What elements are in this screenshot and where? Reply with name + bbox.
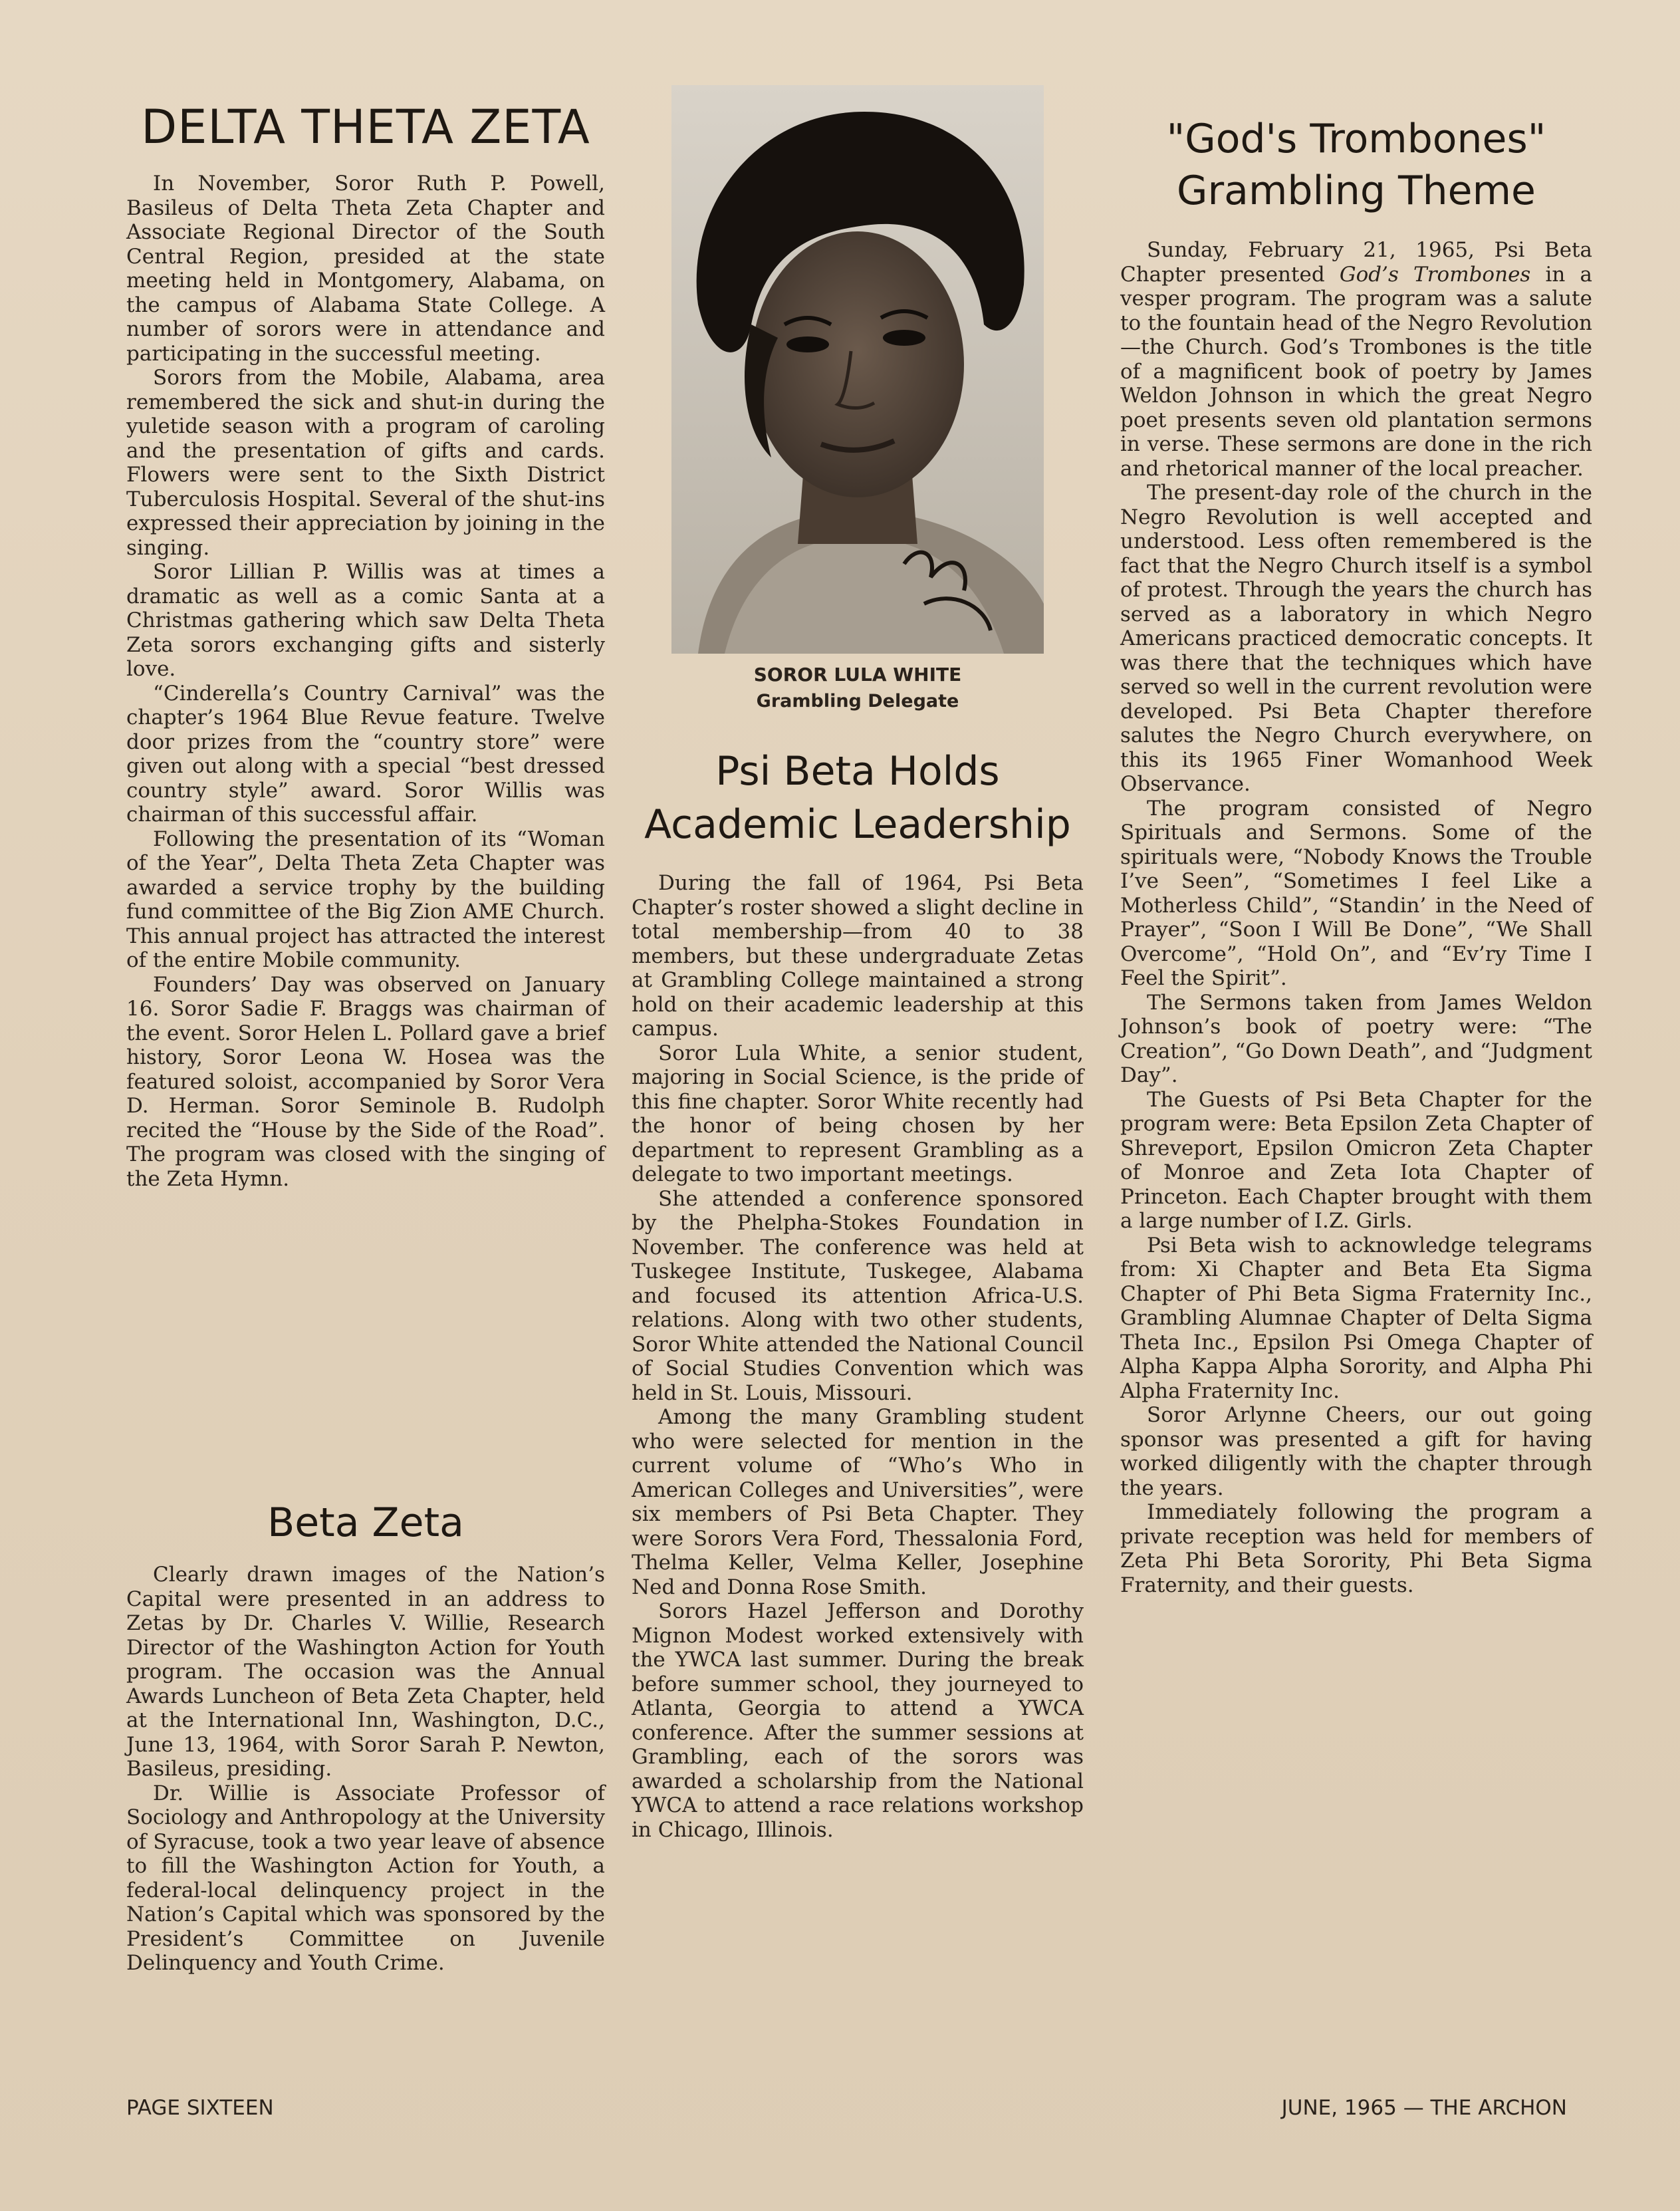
article-paragraph: During the fall of 1964, Psi Beta Chapter’s roster showed a slight decline in total membership—from 40 to 38 members, but these undergraduate Zetas at Grambling College maintained a strong hold on their academic leadership at this campus. — [632, 871, 1084, 1041]
portrait-illustration — [671, 85, 1044, 654]
footer-issue: JUNE, 1965 — THE ARCHON — [1281, 2096, 1567, 2120]
article-paragraph: Soror Lillian P. Willis was at times a dramatic as well as a comic Santa at a Christmas gathering which saw Delta Theta Zeta sorors exchanging gifts and sisterly love. — [126, 560, 605, 681]
gods-trombones-heading — [1120, 113, 1592, 217]
article-paragraph: In November, Soror Ruth P. Powell, Basileus of Delta Theta Zeta Chapter and Associate Regional Director of the South Central Region, presided at the state meeting held in Montgomery, Alabama, on the campus of Alabama State College. A number of sorors were in attendance and participating in the successful meeting. — [126, 172, 605, 366]
footer-page-number: PAGE SIXTEEN — [126, 2096, 274, 2120]
article-paragraph: The present-day role of the church in the Negro Revolution is well accepted and understood. Less often remembered is the fact that the Negro Church itself is a symbol of protest. Through the years the church has served as a laboratory in which Negro Americans practiced democratic concepts. It was there that the techniques which have served so well in the current revolution were developed. Psi Beta Chapter therefore salutes the Negro Church everywhere, on this its 1965 Finer Womanhood Week Observance. — [1120, 481, 1592, 796]
article-paragraph: Soror Arlynne Cheers, our out going sponsor was presented a gift for having worked diligently with the chapter through the years. — [1120, 1403, 1592, 1500]
gods-trombones-heading-line1: "God's Trombones" — [1166, 116, 1546, 162]
article-paragraph: Immediately following the program a private reception was held for members of Zeta Phi Beta Sorority, Phi Beta Sigma Fraternity, and their guests. — [1120, 1500, 1592, 1597]
article-paragraph: Clearly drawn images of the Nation’s Capital were presented in an address to Zetas by Dr. Charles V. Willie, Research Director of the Washington Action for Youth program. The occasion was the Annual Awards Luncheon of Beta Zeta Chapter, held at the International Inn, Washington, D.C., June 13, 1964, with Soror Sarah P. Newton, Basileus, presiding. — [126, 1563, 605, 1781]
psi-beta-heading-line2: Academic Leadership — [644, 801, 1071, 848]
delta-theta-zeta-article — [126, 172, 605, 1191]
psi-beta-heading-line1: Psi Beta Holds — [715, 748, 1000, 795]
delta-theta-zeta-heading: DELTA THETA ZETA — [141, 100, 590, 154]
caption-role: Grambling Delegate — [756, 691, 959, 712]
article-paragraph: Sorors from the Mobile, Alabama, area remembered the sick and shut-in during the yuletide season with a program of caroling and the presentation of gifts and cards. Flowers were sent to the Sixth District Tuberculosis Hospital. Several of the shut-ins expressed their appreciation by joining in the singing. — [126, 366, 605, 560]
psi-beta-heading — [632, 745, 1084, 851]
paragraph-text: Sunday, February 21, 1965, Psi Beta Chapter presented — [1120, 238, 1592, 287]
article-paragraph: Among the many Grambling student who were selected for mention in the current volume of “Who’s Who in American Colleges and Universities”, were six members of Psi Beta Chapter. They were Sorors Vera Ford, Thessalonia Ford, Thelma Keller, Velma Keller, Josephine Ned and Donna Rose Smith. — [632, 1405, 1084, 1599]
article-paragraph: Founders’ Day was observed on January 16. Soror Sadie F. Braggs was chairman of the event. Soror Helen L. Pollard gave a brief history, Soror Leona W. Hosea was the featured soloist, accompanied by Soror Vera D. Herman. Soror Seminole B. Rudolph recited the “House by the Side of the Road”. The program was closed with the singing of the Zeta Hymn. — [126, 972, 605, 1191]
book-title: God’s Trombones — [1339, 262, 1531, 287]
article-paragraph: Soror Lula White, a senior student, majoring in Social Science, is the pride of this fine chapter. Soror White recently had the honor of being chosen by her department to represent Grambling as a delegate to two important meetings. — [632, 1041, 1084, 1186]
gods-trombones-heading-line2: Grambling Theme — [1177, 168, 1536, 214]
article-paragraph: Psi Beta wish to acknowledge telegrams from: Xi Chapter and Beta Eta Sigma Chapter of Phi Beta Sigma Fraternity Inc., Grambling Alumnae Chapter of Delta Sigma Theta Inc., Epsilon Psi Omega Chapter of Alpha Kappa Alpha Sorority, and Alpha Phi Alpha Fraternity Inc. — [1120, 1233, 1592, 1403]
paragraph-text: in a vesper program. The program was a salute to the fountain head of the Negro Revolution—the Church. God’s Trombones is the title of a magnificent book of poetry by James Weldon Johnson in which the great Negro poet presents seven old plantation sermons in verse. These sermons are done in the rich and rhetorical manner of the local preacher. — [1120, 262, 1593, 481]
article-paragraph: “Cinderella’s Country Carnival” was the chapter’s 1964 Blue Revue feature. Twelve door prizes from the “country store” were given out along with a special “best dressed country style” award. Soror Willis was chairman of this successful affair. — [126, 681, 605, 827]
article-paragraph — [1120, 238, 1592, 481]
article-paragraph: Dr. Willie is Associate Professor of Sociology and Anthropology at the University of Syracuse, took a two year leave of absence to fill the Washington Action for Youth, a federal-local delinquency project in the Nation’s Capital which was sponsored by the President’s Committee on Juvenile Delinquency and Youth Crime. — [126, 1781, 605, 1975]
beta-zeta-heading: Beta Zeta — [267, 1499, 464, 1546]
article-paragraph: The Sermons taken from James Weldon Johnson’s book of poetry were: “The Creation”, “Go Down Death”, and “Judgment Day”. — [1120, 990, 1592, 1087]
portrait-photo — [671, 85, 1044, 654]
article-paragraph: The Guests of Psi Beta Chapter for the program were: Beta Epsilon Zeta Chapter of Shreveport, Epsilon Omicron Zeta Chapter of Monroe and Zeta Iota Chapter of Princeton. Each Chapter brought with them a large number of I.Z. Girls. — [1120, 1087, 1592, 1233]
psi-beta-article — [632, 871, 1084, 1842]
beta-zeta-article — [126, 1563, 605, 1976]
article-paragraph: She attended a conference sponsored by the Phelpha-Stokes Foundation in November. The conference was held at Tuskegee Institute, Tuskegee, Alabama and focused its attention Africa-U.S. relations. Along with two other students, Soror White attended the National Council of Social Studies Convention which was held in St. Louis, Missouri. — [632, 1186, 1084, 1405]
caption-name: SOROR LULA WHITE — [753, 664, 962, 686]
photo-caption — [632, 662, 1084, 715]
article-paragraph: The program consisted of Negro Spirituals and Sermons. Some of the spirituals were, “Nobody Knows the Trouble I’ve Seen”, “Sometimes I feel Like a Motherless Child”, “Standin’ in the Need of Prayer”, “Soon I Will Be Done”, “We Shall Overcome”, “Hold On”, and “Ev’ry Time I Feel the Spirit”. — [1120, 796, 1592, 990]
article-paragraph: Following the presentation of its “Woman of the Year”, Delta Theta Zeta Chapter was awarded a service trophy by the building fund committee of the Big Zion AME Church. This annual project has attracted the interest of the entire Mobile community. — [126, 827, 605, 972]
gods-trombones-article — [1120, 238, 1592, 1597]
article-paragraph: Sorors Hazel Jefferson and Dorothy Mignon Modest worked extensively with the YWCA last summer. During the break before summer school, they journeyed to Atlanta, Georgia to attend a YWCA conference. After the summer sessions at Grambling, each of the sorors was awarded a scholarship from the National YWCA to attend a race relations workshop in Chicago, Illinois. — [632, 1599, 1084, 1842]
